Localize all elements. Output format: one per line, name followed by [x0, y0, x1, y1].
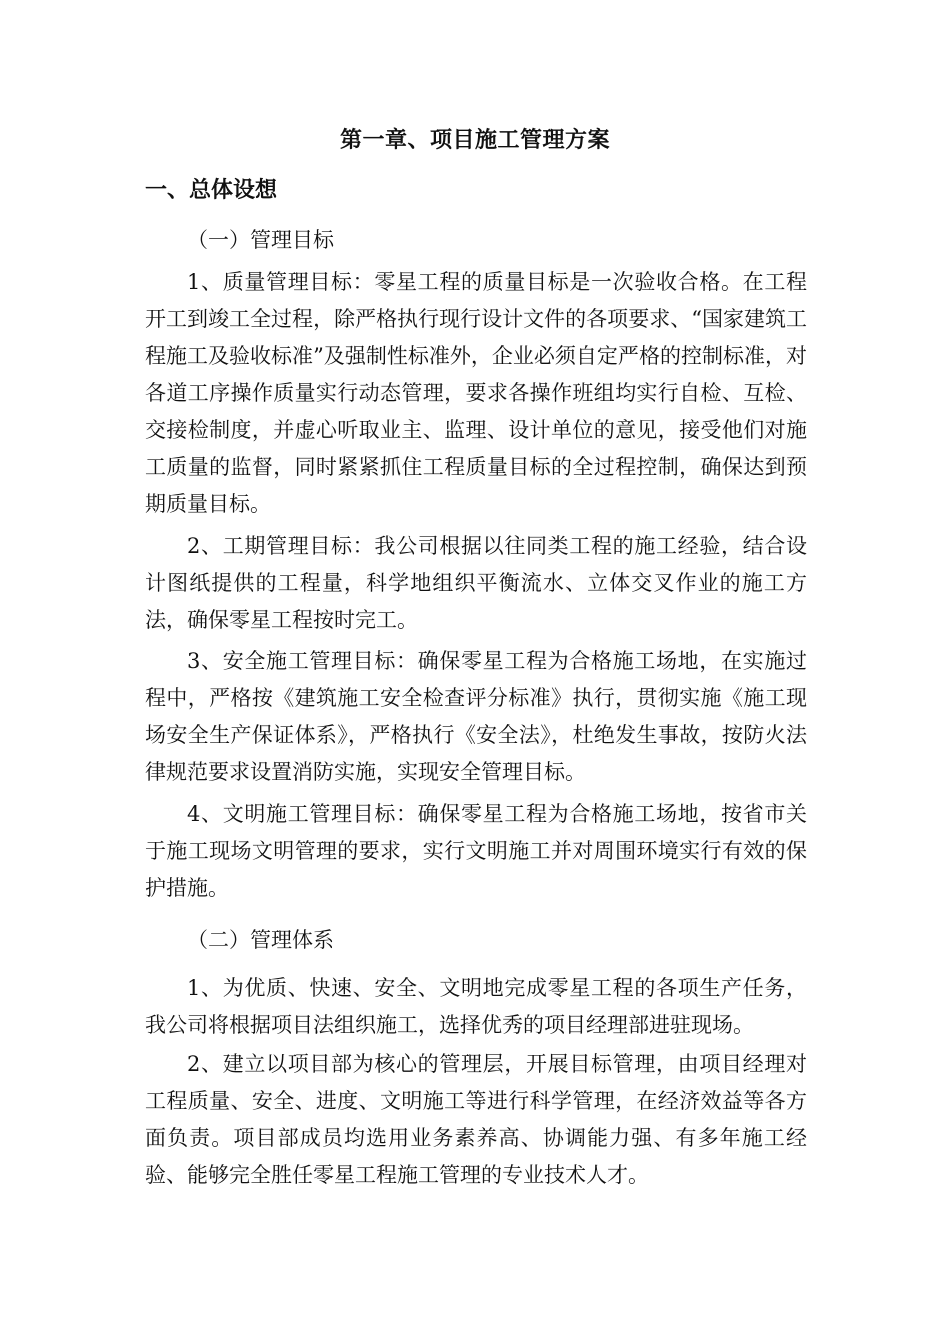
paragraph-management-layer: 2、建立以项目部为核心的管理层，开展目标管理，由项目经理对工程质量、安全、进度、文明施工等进行科学管理，在经济效益等各方面负责。项目部成员均选用业务素养高、协调能力强、有多年施工经验、能够完全胜任零星工程施工管理的专业技术人才。	[145, 1052, 807, 1187]
page-title: 第一章、项目施工管理方案	[339, 127, 610, 153]
paragraph-safety-goal: 3、安全施工管理目标：确保零星工程为合格施工场地，在实施过程中，严格按《建筑施工安全检查评分标准》执行，贯彻实施《施工现场安全生产保证体系》，严格执行《安全法》，杜绝发生事故，按防火法律规范要求设置消防实施，实现安全管理目标。	[145, 649, 807, 784]
subsection-heading-management-system: （二）管理体系	[187, 928, 334, 952]
paragraph-organization: 1、为优质、快速、安全、文明地完成零星工程的各项生产任务，我公司将根据项目法组织施工，选择优秀的项目经理部进驻现场。	[145, 976, 807, 1037]
paragraph-quality-goal: 1、质量管理目标：零星工程的质量目标是一次验收合格。在工程开工到竣工全过程，除严格执行现行设计文件的各项要求、“国家建筑工程施工及验收标准”及强制性标准外，企业必须自定严格的控制标准，对各道工序操作质量实行动态管理，要求各操作班组均实行自检、互检、交接检制度，并虚心听取业主、监理、设计单位的意见，接受他们对施工质量的监督，同时紧紧抓住工程质量目标的全过程控制，确保达到预期质量目标。	[145, 270, 807, 516]
subsection-heading-management-goals: （一）管理目标	[187, 228, 334, 252]
paragraph-civilized-construction-goal: 4、文明施工管理目标：确保零星工程为合格施工场地，按省市关于施工现场文明管理的要求，实行文明施工并对周围环境实行有效的保护措施。	[145, 802, 807, 900]
section-heading-overall-concept: 一、总体设想	[145, 177, 278, 203]
paragraph-schedule-goal: 2、工期管理目标：我公司根据以往同类工程的施工经验，结合设计图纸提供的工程量，科学地组织平衡流水、立体交叉作业的施工方法，确保零星工程按时完工。	[145, 534, 807, 632]
